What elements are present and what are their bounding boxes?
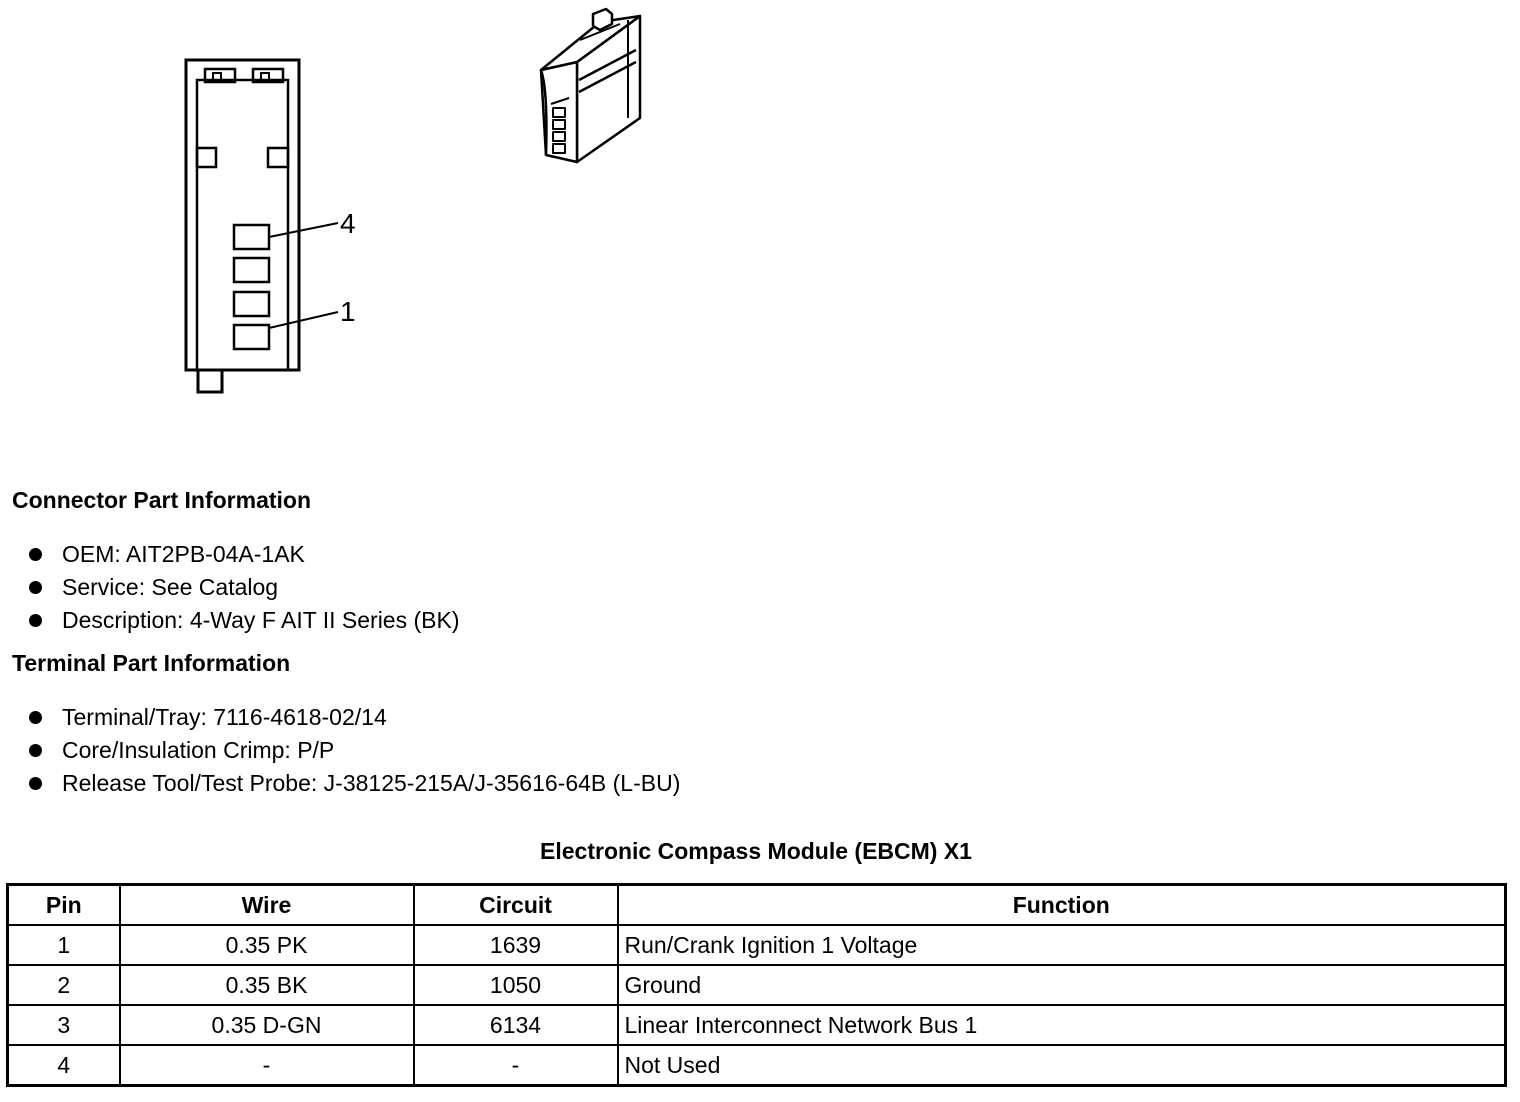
table-row bbox=[8, 1005, 1506, 1045]
cell-pin: 1 bbox=[8, 925, 120, 965]
table-row bbox=[8, 965, 1506, 1005]
list-item-text: Release Tool/Test Probe: J-38125-215A/J-35616-64B (L-BU) bbox=[62, 770, 681, 796]
header-wire: Wire bbox=[120, 885, 414, 926]
cell-wire: 0.35 PK bbox=[120, 925, 414, 965]
list-item-text: Description: 4-Way F AIT II Series (BK) bbox=[62, 607, 460, 633]
header-circuit: Circuit bbox=[414, 885, 618, 926]
bullet-icon bbox=[29, 581, 42, 594]
cell-function: Ground bbox=[618, 965, 1506, 1005]
list-item-text: Core/Insulation Crimp: P/P bbox=[62, 737, 335, 763]
header-function: Function bbox=[618, 885, 1506, 926]
pinout-table bbox=[6, 883, 1507, 1087]
bullet-icon bbox=[29, 744, 42, 757]
table-title: Electronic Compass Module (EBCM) X1 bbox=[540, 838, 972, 864]
cell-circuit: 1050 bbox=[414, 965, 618, 1005]
list-item-text: Service: See Catalog bbox=[62, 574, 279, 600]
cell-wire: - bbox=[120, 1045, 414, 1086]
cell-wire: 0.35 BK bbox=[120, 965, 414, 1005]
connector-info-list bbox=[28, 538, 460, 637]
list-item bbox=[28, 571, 460, 604]
list-item-text: Terminal/Tray: 7116-4618-02/14 bbox=[62, 704, 387, 730]
cell-wire: 0.35 D-GN bbox=[120, 1005, 414, 1045]
connector-iso-view bbox=[541, 9, 640, 162]
connector-diagram bbox=[0, 0, 700, 420]
cell-circuit: 6134 bbox=[414, 1005, 618, 1045]
cell-function: Linear Interconnect Network Bus 1 bbox=[618, 1005, 1506, 1045]
list-item bbox=[28, 701, 680, 734]
list-item bbox=[28, 767, 680, 800]
bullet-icon bbox=[29, 711, 42, 724]
table-row bbox=[8, 925, 1506, 965]
cell-pin: 4 bbox=[8, 1045, 120, 1086]
cell-pin: 3 bbox=[8, 1005, 120, 1045]
bullet-icon bbox=[29, 548, 42, 561]
cell-circuit: 1639 bbox=[414, 925, 618, 965]
bullet-icon bbox=[29, 777, 42, 790]
list-item-text: OEM: AIT2PB-04A-1AK bbox=[62, 541, 305, 567]
callout-pin-1: 1 bbox=[340, 296, 356, 327]
cell-function: Not Used bbox=[618, 1045, 1506, 1086]
connector-front-view bbox=[186, 60, 338, 392]
cell-circuit: - bbox=[414, 1045, 618, 1086]
terminal-info-title: Terminal Part Information bbox=[12, 650, 291, 676]
connector-info-title: Connector Part Information bbox=[12, 487, 312, 513]
bullet-icon bbox=[29, 614, 42, 627]
cell-function: Run/Crank Ignition 1 Voltage bbox=[618, 925, 1506, 965]
header-pin: Pin bbox=[8, 885, 120, 926]
list-item bbox=[28, 538, 460, 571]
table-row bbox=[8, 1045, 1506, 1086]
cell-pin: 2 bbox=[8, 965, 120, 1005]
callout-pin-4: 4 bbox=[340, 208, 356, 239]
table-header-row bbox=[8, 885, 1506, 926]
list-item bbox=[28, 734, 680, 767]
terminal-info-list bbox=[28, 701, 680, 800]
list-item bbox=[28, 604, 460, 637]
